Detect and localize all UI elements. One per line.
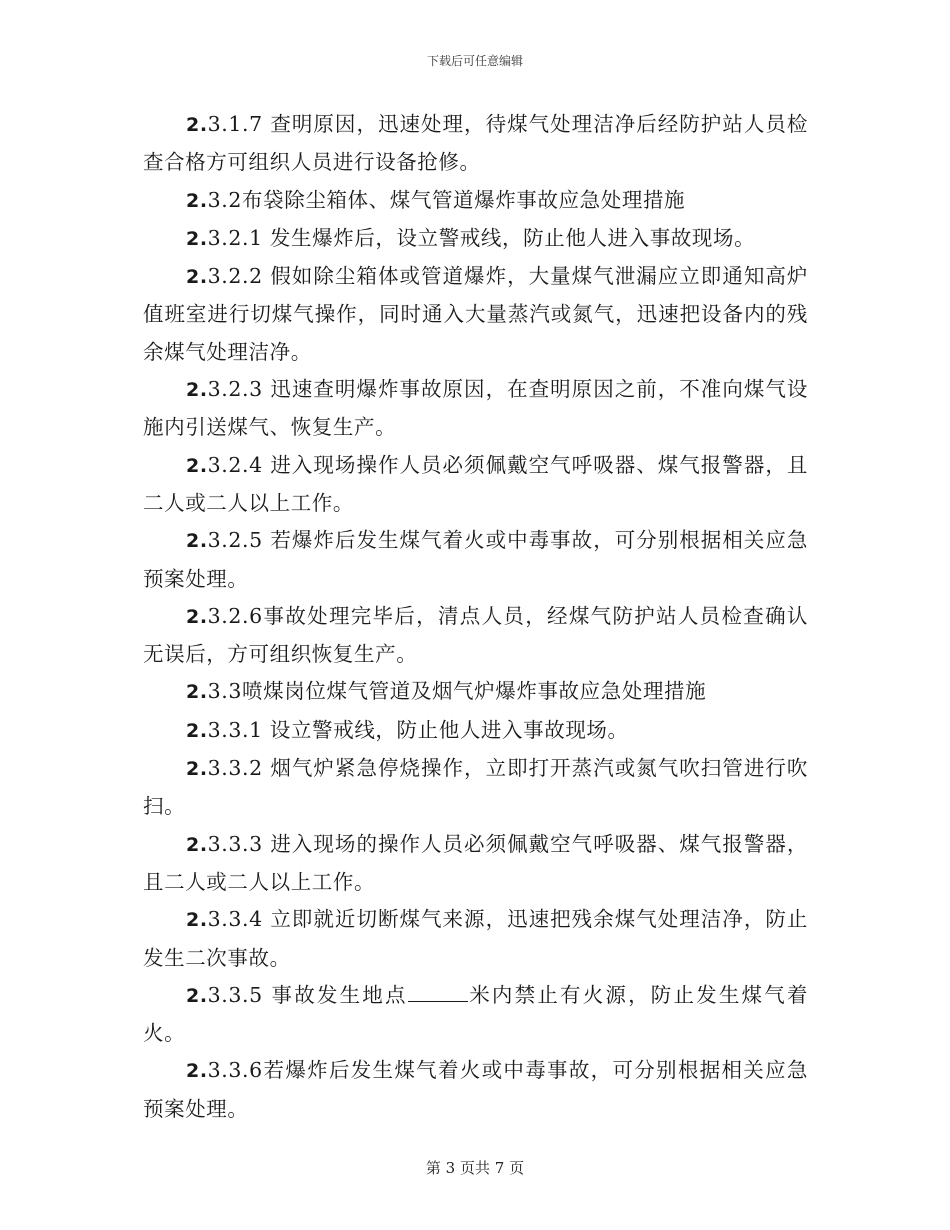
section-number-minor: 3.2.6: [207, 603, 263, 628]
section-number-major: 2.: [186, 984, 208, 1007]
document-body: [143, 106, 808, 1128]
paragraph-text: 设立警戒线，防止他人进入事故现场。: [262, 717, 629, 742]
section-number-major: 2.: [186, 530, 208, 553]
paragraph-2-3-3-2: [143, 750, 808, 826]
section-number-major: 2.: [186, 909, 208, 932]
paragraph-text: 假如除尘箱体或管道爆炸，大量煤气泄漏应立即通知高炉值班室进行切煤气操作，同时通入大量蒸汽或氮气，迅速把设备内的残余煤气处理洁净。: [143, 264, 808, 364]
section-number-minor: 3.3.5: [207, 982, 263, 1007]
section-number-minor: 3.3.6: [207, 1058, 263, 1083]
paragraph-2-3-2-1: [143, 220, 808, 258]
section-number-minor: 3.2.2: [207, 264, 263, 289]
paragraph-text: 查明原因，迅速处理，待煤气处理洁净后经防护站人员检查合格方可组织人员进行设备抢修。: [143, 112, 808, 175]
section-number-major: 2.: [186, 227, 208, 250]
page-footer: 第 3 页共 7 页: [425, 1159, 525, 1177]
paragraph-text: 烟气炉紧急停烧操作，立即打开蒸汽或氮气吹扫管进行吹扫。: [143, 756, 808, 819]
section-number-major: 2.: [186, 681, 208, 704]
section-number-major: 2.: [186, 379, 208, 402]
paragraph-2-3-2-5: [143, 522, 808, 598]
section-number-major: 2.: [186, 1060, 208, 1083]
paragraph-text: 发生爆炸后，设立警戒线，防止他人进入事故现场。: [262, 225, 756, 250]
section-number-minor: 3.2.5: [207, 528, 263, 553]
paragraph-2-3-3-1: [143, 712, 808, 750]
section-number-minor: 3.3.4: [207, 907, 263, 932]
paragraph-text: 喷煤岗位煤气管道及烟气炉爆炸事故应急处理措施: [242, 679, 707, 704]
paragraph-2-3-2-3: [143, 371, 808, 447]
paragraph-text: 进入现场操作人员必须佩戴空气呼吸器、煤气报警器，且二人或二人以上工作。: [143, 452, 808, 515]
paragraph-text: 立即就近切断煤气来源，迅速把残余煤气处理洁净，防止发生二次事故。: [143, 907, 808, 970]
section-number-minor: 3.2: [207, 187, 243, 212]
paragraph-2-3-2-4: [143, 447, 808, 523]
paragraph-text-before-blank: 事故发生地点: [262, 982, 408, 1007]
paragraph-2-3-3-6: [143, 1052, 808, 1128]
fill-in-blank: [408, 983, 468, 1002]
section-number-minor: 3.3: [207, 679, 243, 704]
section-number-minor: 3.2.3: [207, 377, 263, 402]
section-number-major: 2.: [186, 266, 208, 289]
paragraph-2-3-3-4: [143, 901, 808, 977]
section-number-major: 2.: [186, 454, 208, 477]
paragraph-2-3-3-5: [143, 977, 808, 1053]
paragraph-2-3-3: [143, 673, 808, 711]
paragraph-2-3-1-7: [143, 106, 808, 182]
paragraph-2-3-2: [143, 182, 808, 220]
section-number-major: 2.: [186, 605, 208, 628]
section-number-minor: 3.1.7: [207, 112, 263, 136]
paragraph-text: 事故处理完毕后，清点人员，经煤气防护站人员检查确认无误后，方可组织恢复生产。: [143, 603, 808, 667]
header-note: 下载后可任意编辑: [426, 54, 523, 68]
paragraph-2-3-3-3: [143, 826, 808, 902]
section-number-major: 2.: [186, 758, 208, 781]
section-number-minor: 3.3.1: [207, 717, 263, 742]
paragraph-text: 布袋除尘箱体、煤气管道爆炸事故应急处理措施: [242, 187, 686, 212]
section-number-major: 2.: [186, 833, 208, 856]
paragraph-2-3-2-6: [143, 598, 808, 674]
paragraph-text: 若爆炸后发生煤气着火或中毒事故，可分别根据相关应急预案处理。: [143, 528, 808, 591]
section-number-minor: 3.2.4: [207, 452, 263, 477]
section-number-major: 2.: [186, 114, 208, 136]
paragraph-text: 进入现场的操作人员必须佩戴空气呼吸器、煤气报警器，且二人或二人以上工作。: [143, 831, 808, 894]
section-number-minor: 3.2.1: [207, 225, 263, 250]
paragraph-text: 若爆炸后发生煤气着火或中毒事故，可分别根据相关应急预案处理。: [143, 1058, 808, 1121]
paragraph-text: 迅速查明爆炸事故原因，在查明原因之前，不准向煤气设施内引送煤气、恢复生产。: [143, 377, 808, 440]
section-number-major: 2.: [186, 719, 208, 742]
section-number-minor: 3.3.3: [207, 831, 263, 856]
section-number-minor: 3.3.2: [207, 756, 263, 781]
section-number-major: 2.: [186, 189, 208, 212]
paragraph-2-3-2-2: [143, 258, 808, 371]
paragraph-text-after-blank: 米内禁止有火源，防止发生煤气着火。: [143, 982, 808, 1046]
